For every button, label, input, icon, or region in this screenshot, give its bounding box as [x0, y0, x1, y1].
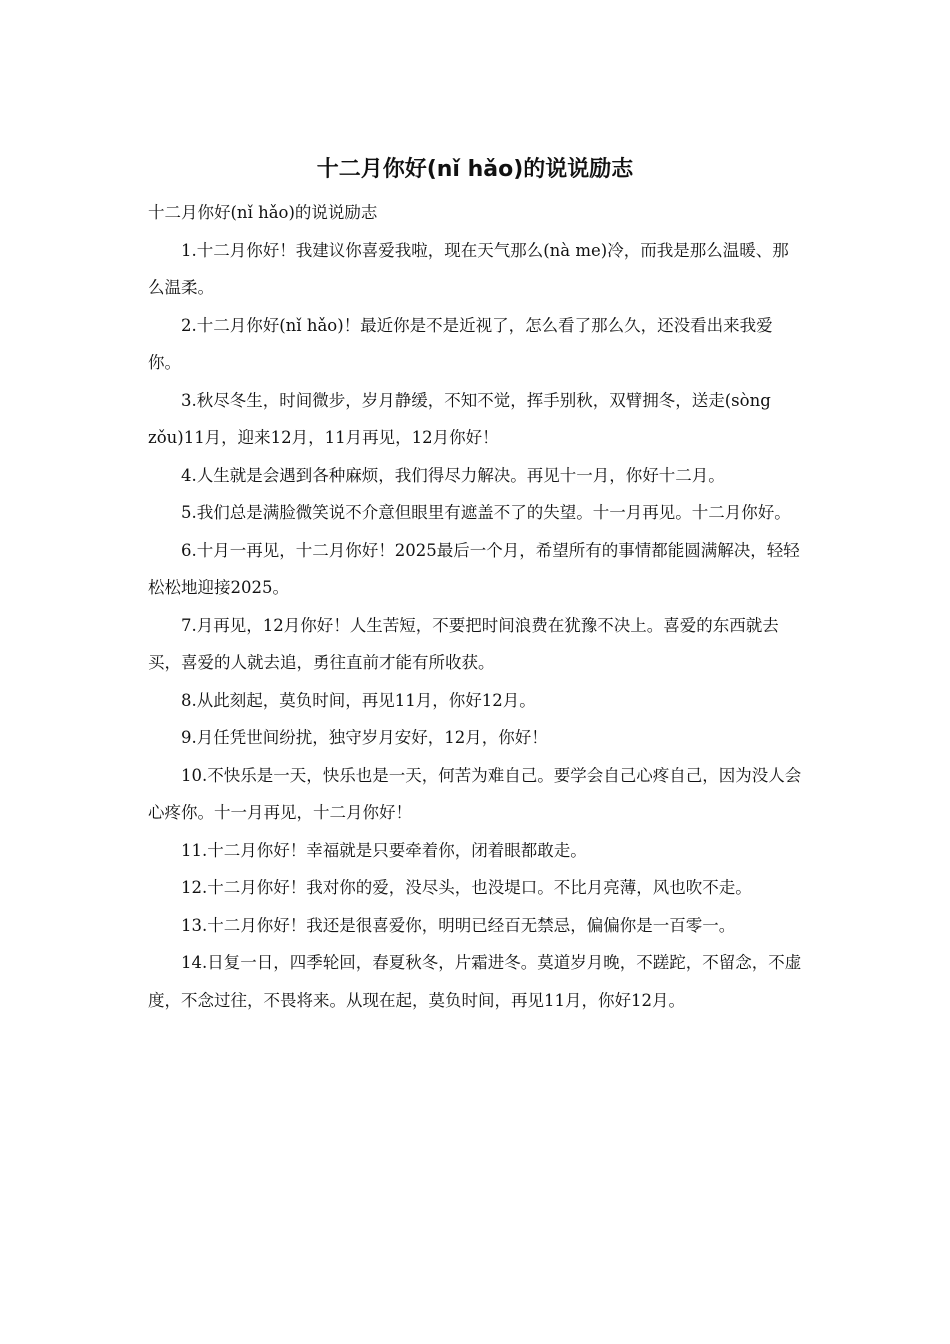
paragraph-1: 1.十二月你好！我建议你喜爱我啦，现在天气那么(nà me)冷，而我是那么温暖、那么温柔。: [148, 240, 789, 297]
document-title: 十二月你好(nǐ hǎo)的说说励志: [316, 157, 634, 182]
paragraph-14: 14.日复一日，四季轮回，春夏秋冬，片霜进冬。莫道岁月晚，不蹉跎，不留念，不虚度，不念过往，不畏将来。从现在起，莫负时间，再见11月，你好12月。: [148, 953, 802, 1010]
document-body: [148, 194, 804, 1019]
paragraph-5: 5.我们总是满脸微笑说不介意但眼里有遮盖不了的失望。十一月再见。十二月你好。: [181, 503, 791, 522]
paragraph-4: 4.人生就是会遇到各种麻烦，我们得尽力解决。再见十一月，你好十二月。: [181, 465, 725, 485]
paragraph-11: 11.十二月你好！幸福就是只要牵着你，闭着眼都敢走。: [181, 840, 587, 860]
paragraph-10: 10.不快乐是一天，快乐也是一天，何苦为难自己。要学会自己心疼自己，因为没人会心疼你。十一月再见，十二月你好！: [148, 765, 802, 822]
document-subtitle: 十二月你好(nǐ hǎo)的说说励志: [148, 203, 378, 222]
paragraph-2: 2.十二月你好(nǐ hǎo)！最近你是不是近视了，怎么看了那么久，还没看出来我爱你。: [148, 315, 773, 372]
paragraph-3: 3.秋尽冬生，时间微步，岁月静缓，不知不觉，挥手别秋，双臂拥冬，送走(sòng zǒu)11月，迎来12月，11月再见，12月你好！: [148, 390, 771, 447]
paragraph-7: 7.月再见，12月你好！人生苦短，不要把时间浪费在犹豫不决上。喜爱的东西就去买，喜爱的人就去追，勇往直前才能有所收获。: [148, 615, 779, 672]
paragraph-8: 8.从此刻起，莫负时间，再见11月，你好12月。: [181, 690, 536, 710]
paragraph-13: 13.十二月你好！我还是很喜爱你，明明已经百无禁忌，偏偏你是一百零一。: [181, 915, 736, 935]
paragraph-6: 6.十月一再见，十二月你好！2025最后一个月，希望所有的事情都能圆满解决，轻轻松松地迎接2025。: [148, 540, 800, 597]
paragraph-12: 12.十二月你好！我对你的爱，没尽头，也没堤口。不比月亮薄，风也吹不走。: [181, 878, 752, 897]
paragraph-9: 9.月任凭世间纷扰，独守岁月安好，12月，你好！: [181, 728, 548, 747]
